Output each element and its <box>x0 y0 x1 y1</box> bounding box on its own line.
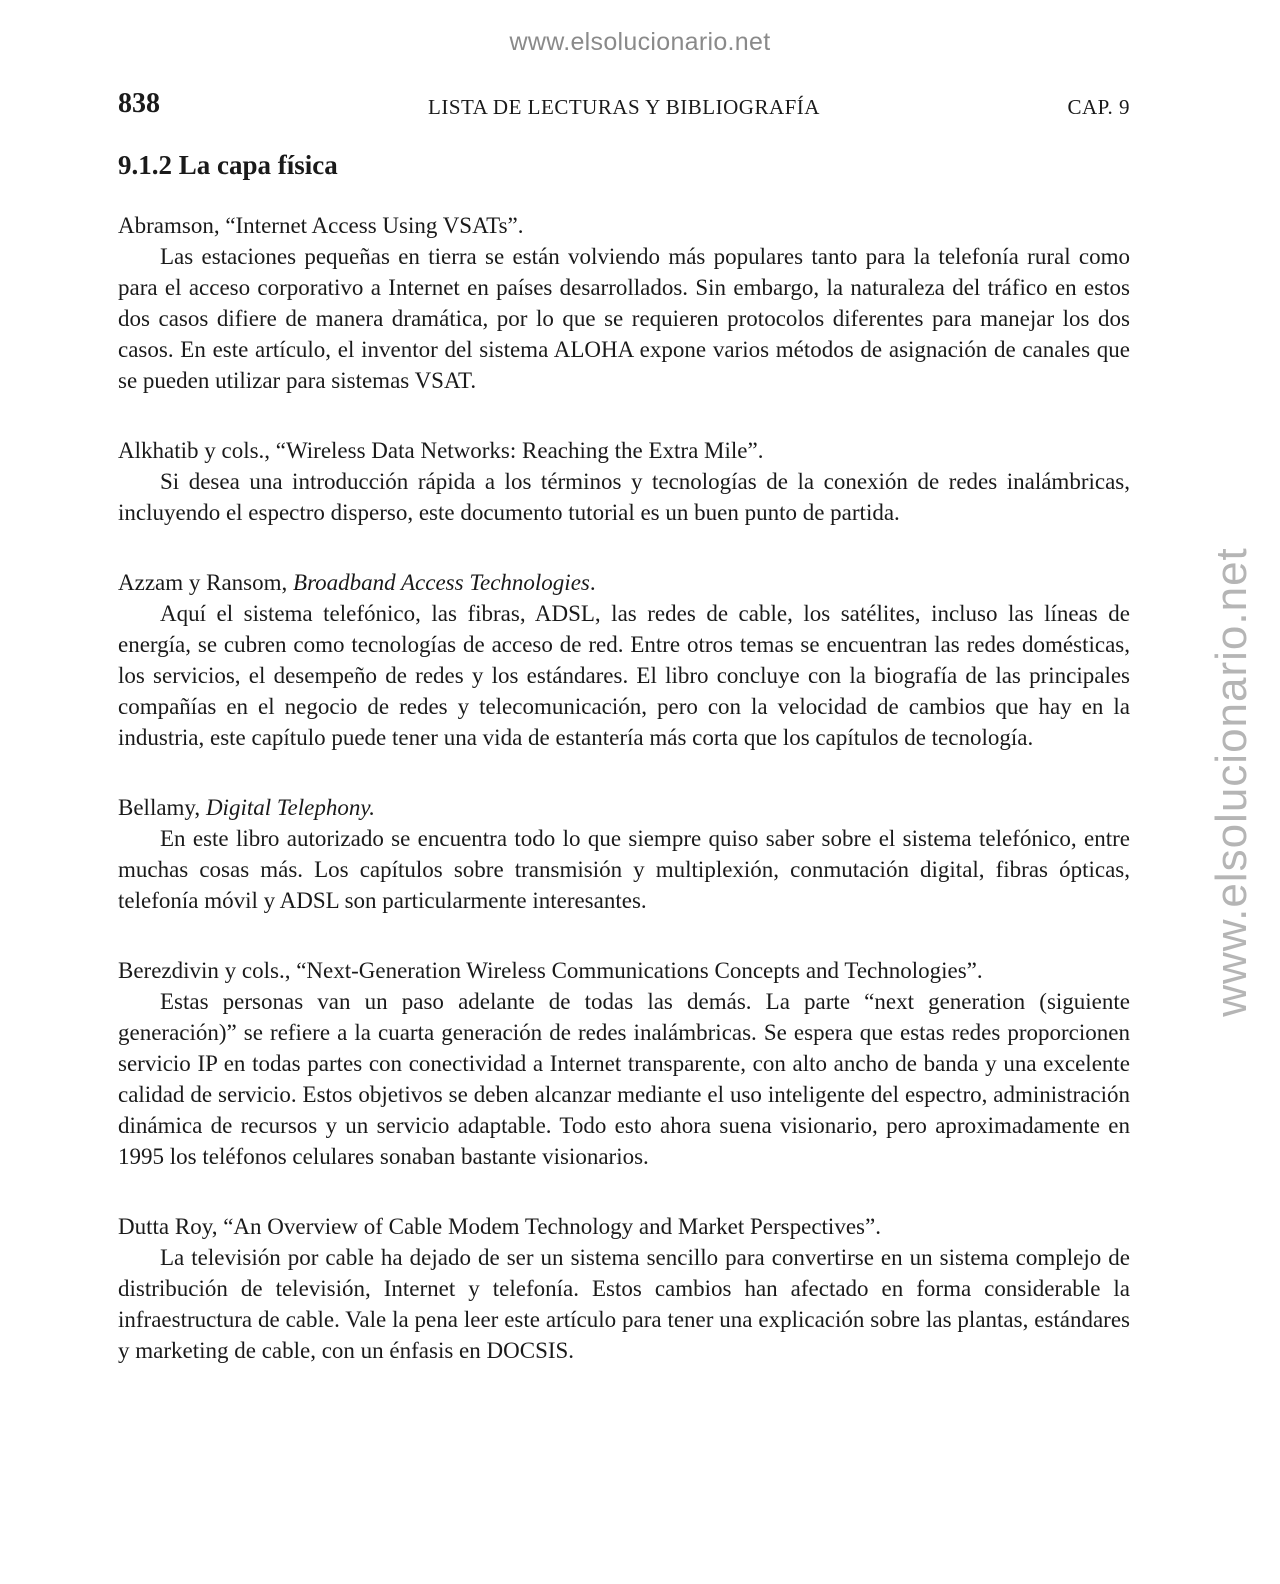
citation-text: Azzam y Ransom, <box>118 570 294 595</box>
entry-annotation: La televisión por cable ha dejado de ser un sistema sencillo para convertirse en un sistema complejo de distribución de televisión, Internet y telefonía. Estos cambios han afectado en forma considerable la infraestructura de cable. Vale la pena leer este artículo para tener una explicación sobre las plantas, estándares y marketing de cable, con un énfasis en DOCSIS. <box>118 1245 1130 1363</box>
page-number: 838 <box>118 88 160 119</box>
citation-end: . <box>589 570 596 595</box>
entry-annotation: Las estaciones pequeñas en tierra se están volviendo más populares tanto para la telefonía rural como para el acceso corporativo a Internet en países desarrollados. Sin embargo, la naturaleza del tráfico en estos dos casos difiere de manera dramática, por lo que se requieren protocolos diferentes para manejar los dos casos. En este artículo, el inventor del sistema ALOHA expone varios métodos de asignación de canales que se pueden utilizar para sistemas VSAT. <box>118 244 1130 393</box>
entry-citation <box>118 567 1130 598</box>
bibliography-entry <box>118 435 1130 528</box>
citation-title: Digital Telephony. <box>205 795 376 820</box>
citation-title: Broadband Access Technologies <box>293 570 590 595</box>
entry-annotation: En este libro autorizado se encuentra todo lo que siempre quiso saber sobre el sistema telefónico, entre muchas cosas más. Los capítulos sobre transmisión y multiplexión, conmutación digital, fibras ópticas, telefonía móvil y ADSL son particularmente interesantes. <box>118 826 1130 913</box>
running-head <box>118 88 1130 128</box>
citation-text: Dutta Roy, “An Overview of Cable Modem Technology and Market Perspectives”. <box>118 1214 881 1239</box>
watermark-side-text: www.elsolucionario.net <box>1207 547 1256 1017</box>
citation-text: Berezdivin y cols., “Next-Generation Wireless Communications Concepts and Technologies”. <box>118 958 983 983</box>
bibliography-entry <box>118 955 1130 1172</box>
bibliography-entry <box>118 792 1130 916</box>
chapter-label: CAP. 9 <box>1067 95 1130 119</box>
entry-citation <box>118 435 1130 466</box>
entry-citation <box>118 210 1130 241</box>
citation-text: Alkhatib y cols., “Wireless Data Networks: Reaching the Extra Mile”. <box>118 438 764 463</box>
entry-citation <box>118 792 1130 823</box>
bibliography-entry <box>118 567 1130 753</box>
entry-citation <box>118 1211 1130 1242</box>
entry-annotation: Si desea una introducción rápida a los términos y tecnologías de la conexión de redes inalámbricas, incluyendo el espectro disperso, este documento tutorial es un buen punto de partida. <box>118 469 1130 525</box>
running-title: LISTA DE LECTURAS Y BIBLIOGRAFÍA <box>428 95 820 119</box>
entry-annotation: Estas personas van un paso adelante de todas las demás. La parte “next generation (siguiente generación)” se refiere a la cuarta generación de redes inalámbricas. Se espera que estas redes proporcionen servicio IP en todas partes con conectividad a Internet transparente, con alto ancho de banda y una excelente calidad de servicio. Estos objetivos se deben alcanzar mediante el uso inteligente del espectro, administración dinámica de recursos y un servicio adaptable. Todo esto ahora suena visionario, pero aproximadamente en 1995 los teléfonos celulares sonaban bastante visionarios. <box>118 989 1130 1169</box>
bibliography-entries <box>118 210 1130 1366</box>
entry-annotation: Aquí el sistema telefónico, las fibras, ADSL, las redes de cable, los satélites, incluso las líneas de energía, se cubren como tecnologías de acceso de red. Entre otros temas se encuentran las redes domésticas, los servicios, el desempeño de redes y los estándares. El libro concluye con la biografía de las principales compañías en el negocio de redes y telecomunicación, pero con la velocidad de cambios que hay en la industria, este capítulo puede tener una vida de estantería más corta que los capítulos de tecnología. <box>118 601 1130 750</box>
citation-text: Bellamy, <box>118 795 206 820</box>
bibliography-entry <box>118 1211 1130 1366</box>
watermark-top-text: www.elsolucionario.net <box>509 28 771 56</box>
section-heading: 9.1.2 La capa física <box>118 150 338 180</box>
citation-text: Abramson, “Internet Access Using VSATs”. <box>118 213 524 238</box>
entry-citation <box>118 955 1130 986</box>
bibliography-entry <box>118 210 1130 396</box>
